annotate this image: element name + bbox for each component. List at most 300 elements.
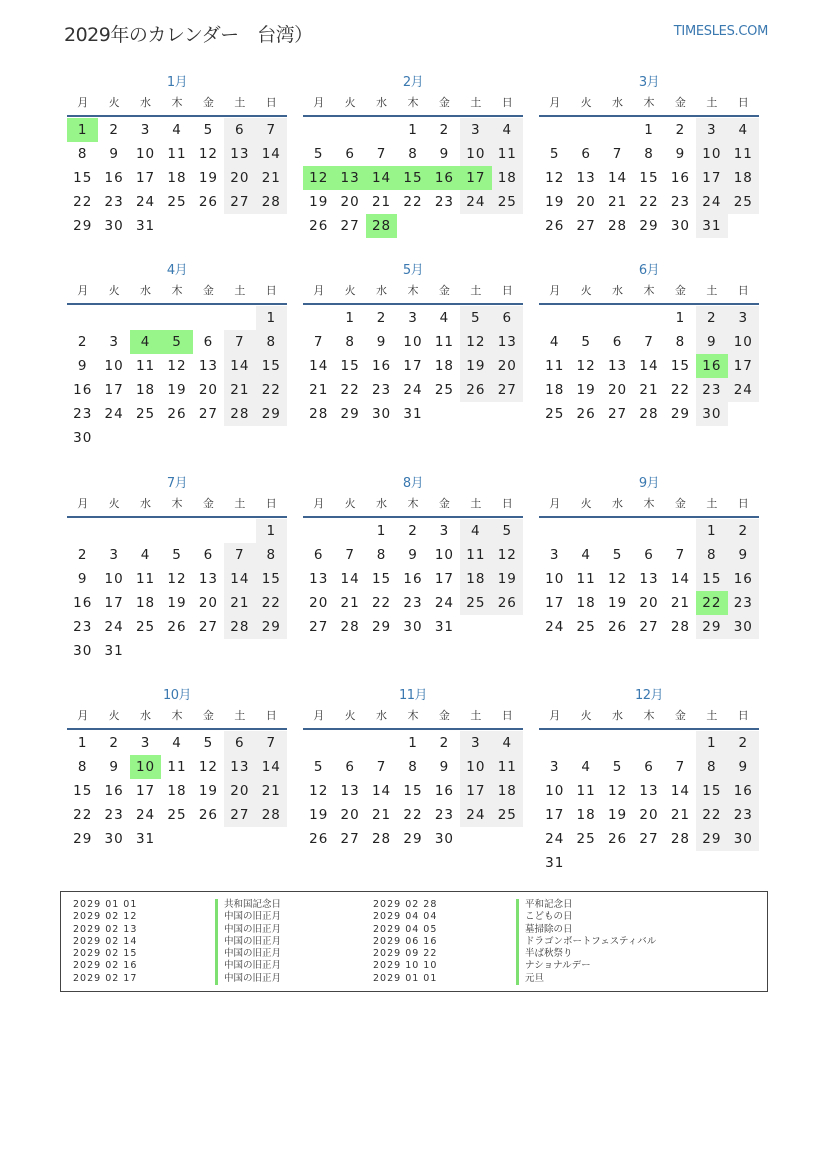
day-cell[interactable]: 8 (696, 755, 727, 779)
day-cell[interactable]: 12 (309, 783, 329, 799)
day-cell[interactable]: 21 (639, 382, 659, 398)
day-cell[interactable]: 8 (376, 547, 387, 563)
day-cell[interactable]: 6 (203, 547, 214, 563)
day-cell[interactable]: 4 (728, 118, 759, 142)
day-cell[interactable]: 15 (256, 354, 287, 378)
day-cell[interactable]: 21 (607, 194, 628, 210)
day-cell[interactable]: 17 (434, 571, 455, 587)
day-cell[interactable]: 15 (256, 567, 287, 591)
day-cell[interactable]: 18 (167, 170, 187, 186)
day-cell[interactable]: 11 (167, 146, 187, 162)
day-cell[interactable]: 29 (256, 615, 287, 639)
day-cell[interactable]: 3 (549, 547, 560, 563)
day-cell[interactable]: 16 (73, 382, 93, 398)
day-cell[interactable]: 19 (607, 807, 628, 823)
day-cell[interactable]: 15 (340, 358, 360, 374)
day-cell[interactable]: 20 (340, 194, 360, 210)
day-cell[interactable]: 25 (167, 194, 187, 210)
day-cell[interactable]: 26 (309, 218, 329, 234)
day-cell[interactable]: 14 (670, 571, 691, 587)
day-cell[interactable]: 17 (728, 354, 759, 378)
day-cell[interactable]: 6 (492, 306, 523, 330)
day-cell[interactable]: 13 (198, 358, 219, 374)
day-cell[interactable]: 10 (696, 142, 727, 166)
day-cell[interactable]: 13 (224, 142, 255, 166)
day-cell[interactable]: 9 (439, 146, 450, 162)
day-cell[interactable]: 3 (728, 306, 759, 330)
day-cell[interactable]: 22 (73, 194, 93, 210)
day-cell[interactable]: 9 (376, 334, 387, 350)
day-cell[interactable]: 4 (492, 118, 523, 142)
day-cell[interactable]: 3 (460, 118, 491, 142)
day-cell[interactable]: 2 (408, 523, 418, 539)
day-cell[interactable]: 27 (639, 831, 659, 847)
day-cell[interactable]: 24 (135, 807, 156, 823)
day-cell[interactable]: 14 (639, 358, 659, 374)
day-cell[interactable]: 10 (135, 146, 156, 162)
day-cell[interactable]: 5 (549, 146, 560, 162)
day-cell[interactable]: 27 (576, 218, 596, 234)
day-cell[interactable]: 23 (104, 194, 124, 210)
day-cell[interactable]: 18 (576, 595, 596, 611)
day-cell[interactable]: 23 (403, 595, 423, 611)
day-cell[interactable]: 4 (581, 759, 591, 775)
day-cell[interactable]: 15 (73, 170, 93, 186)
day-cell[interactable]: 4 (549, 334, 560, 350)
day-cell[interactable]: 26 (607, 831, 628, 847)
day-cell[interactable]: 21 (371, 194, 392, 210)
day-cell[interactable]: 21 (256, 779, 287, 803)
day-cell[interactable]: 10 (104, 358, 124, 374)
day-cell[interactable]: 10 (460, 755, 491, 779)
day-cell[interactable]: 11 (460, 543, 491, 567)
day-cell[interactable]: 2 (696, 306, 727, 330)
day-cell[interactable]: 5 (581, 334, 591, 350)
day-cell[interactable]: 21 (340, 595, 360, 611)
day-cell[interactable]: 8 (408, 146, 418, 162)
day-cell[interactable]: 6 (345, 759, 355, 775)
day-cell[interactable]: 5 (203, 735, 214, 751)
day-cell[interactable]: 31 (696, 214, 727, 238)
day-cell[interactable]: 6 (224, 731, 255, 755)
day-cell[interactable]: 28 (670, 831, 691, 847)
day-cell[interactable]: 5 (460, 306, 491, 330)
day-cell[interactable]: 2 (77, 334, 88, 350)
day-cell[interactable]: 7 (675, 547, 686, 563)
day-cell[interactable]: 24 (104, 406, 124, 422)
day-cell[interactable]: 21 (670, 595, 691, 611)
day-cell[interactable]: 23 (434, 807, 455, 823)
day-cell[interactable]: 17 (460, 779, 491, 803)
day-cell[interactable]: 31 (434, 619, 455, 635)
day-cell[interactable]: 20 (198, 382, 219, 398)
day-cell[interactable]: 27 (224, 190, 255, 214)
day-cell[interactable]: 7 (675, 759, 686, 775)
day-cell[interactable]: 24 (403, 382, 423, 398)
day-cell[interactable]: 17 (545, 807, 565, 823)
day-cell[interactable]: 23 (728, 803, 759, 827)
day-cell[interactable]: 11 (492, 142, 523, 166)
day-cell[interactable]: 19 (167, 595, 187, 611)
day-cell[interactable]: 24 (104, 619, 124, 635)
day-cell[interactable]: 22 (256, 378, 287, 402)
day-cell[interactable]: 26 (167, 619, 187, 635)
day-cell[interactable]: 5 (612, 759, 623, 775)
day-cell[interactable]: 28 (309, 406, 329, 422)
day-cell[interactable]: 14 (256, 755, 287, 779)
day-cell[interactable]: 15 (73, 783, 93, 799)
day-cell[interactable]: 3 (109, 334, 119, 350)
day-cell[interactable]: 10 (545, 783, 565, 799)
day-cell[interactable]: 1 (696, 519, 727, 543)
day-cell[interactable]: 8 (256, 543, 287, 567)
day-cell[interactable]: 12 (460, 330, 491, 354)
day-cell[interactable]: 9 (728, 543, 759, 567)
day-cell[interactable]: 18 (434, 358, 455, 374)
day-cell[interactable]: 7 (345, 547, 355, 563)
day-cell[interactable]: 30 (73, 430, 93, 446)
day-cell[interactable]: 2 (376, 310, 387, 326)
day-cell[interactable]: 13 (309, 571, 329, 587)
day-cell[interactable]: 19 (607, 595, 628, 611)
holiday-day-cell[interactable]: 15 (397, 166, 428, 190)
holiday-day-cell[interactable]: 22 (696, 591, 727, 615)
day-cell[interactable]: 26 (545, 218, 565, 234)
day-cell[interactable]: 9 (109, 146, 119, 162)
day-cell[interactable]: 21 (256, 166, 287, 190)
day-cell[interactable]: 1 (644, 122, 654, 138)
day-cell[interactable]: 4 (172, 122, 182, 138)
day-cell[interactable]: 5 (313, 146, 324, 162)
day-cell[interactable]: 3 (140, 735, 151, 751)
day-cell[interactable]: 28 (639, 406, 659, 422)
day-cell[interactable]: 1 (408, 122, 418, 138)
day-cell[interactable]: 28 (224, 615, 255, 639)
holiday-day-cell[interactable]: 16 (429, 166, 460, 190)
day-cell[interactable]: 2 (439, 735, 450, 751)
day-cell[interactable]: 18 (135, 382, 156, 398)
holiday-day-cell[interactable]: 1 (67, 118, 98, 142)
day-cell[interactable]: 12 (167, 571, 187, 587)
day-cell[interactable]: 18 (167, 783, 187, 799)
day-cell[interactable]: 28 (670, 619, 691, 635)
day-cell[interactable]: 4 (581, 547, 591, 563)
day-cell[interactable]: 3 (439, 523, 450, 539)
day-cell[interactable]: 31 (135, 218, 156, 234)
day-cell[interactable]: 30 (371, 406, 392, 422)
day-cell[interactable]: 29 (696, 827, 727, 851)
day-cell[interactable]: 26 (309, 831, 329, 847)
day-cell[interactable]: 7 (313, 334, 324, 350)
day-cell[interactable]: 27 (340, 218, 360, 234)
day-cell[interactable]: 26 (576, 406, 596, 422)
day-cell[interactable]: 19 (198, 170, 219, 186)
day-cell[interactable]: 14 (371, 783, 392, 799)
day-cell[interactable]: 12 (198, 759, 219, 775)
day-cell[interactable]: 25 (576, 619, 596, 635)
day-cell[interactable]: 10 (104, 571, 124, 587)
day-cell[interactable]: 15 (403, 783, 423, 799)
day-cell[interactable]: 31 (135, 831, 156, 847)
day-cell[interactable]: 11 (545, 358, 565, 374)
day-cell[interactable]: 25 (434, 382, 455, 398)
day-cell[interactable]: 13 (639, 571, 659, 587)
day-cell[interactable]: 2 (439, 122, 450, 138)
day-cell[interactable]: 25 (545, 406, 565, 422)
day-cell[interactable]: 6 (224, 118, 255, 142)
day-cell[interactable]: 15 (696, 567, 727, 591)
day-cell[interactable]: 27 (309, 619, 329, 635)
day-cell[interactable]: 25 (460, 591, 491, 615)
day-cell[interactable]: 23 (73, 406, 93, 422)
day-cell[interactable]: 27 (198, 619, 219, 635)
day-cell[interactable]: 7 (376, 146, 387, 162)
day-cell[interactable]: 18 (492, 166, 523, 190)
holiday-day-cell[interactable]: 5 (161, 330, 192, 354)
day-cell[interactable]: 13 (224, 755, 255, 779)
day-cell[interactable]: 29 (73, 218, 93, 234)
day-cell[interactable]: 8 (696, 543, 727, 567)
day-cell[interactable]: 28 (607, 218, 628, 234)
day-cell[interactable]: 11 (728, 142, 759, 166)
day-cell[interactable]: 17 (135, 170, 156, 186)
day-cell[interactable]: 5 (172, 547, 182, 563)
holiday-day-cell[interactable]: 10 (130, 755, 161, 779)
day-cell[interactable]: 30 (696, 402, 727, 426)
day-cell[interactable]: 6 (313, 547, 324, 563)
day-cell[interactable]: 28 (256, 803, 287, 827)
day-cell[interactable]: 31 (104, 643, 124, 659)
day-cell[interactable]: 12 (492, 543, 523, 567)
holiday-day-cell[interactable]: 17 (460, 166, 491, 190)
day-cell[interactable]: 29 (340, 406, 360, 422)
day-cell[interactable]: 9 (77, 571, 88, 587)
day-cell[interactable]: 27 (224, 803, 255, 827)
day-cell[interactable]: 24 (135, 194, 156, 210)
day-cell[interactable]: 30 (728, 827, 759, 851)
day-cell[interactable]: 16 (73, 595, 93, 611)
day-cell[interactable]: 8 (345, 334, 355, 350)
day-cell[interactable]: 15 (696, 779, 727, 803)
day-cell[interactable]: 1 (696, 731, 727, 755)
day-cell[interactable]: 31 (403, 406, 423, 422)
day-cell[interactable]: 20 (224, 779, 255, 803)
day-cell[interactable]: 18 (460, 567, 491, 591)
day-cell[interactable]: 22 (340, 382, 360, 398)
day-cell[interactable]: 3 (549, 759, 560, 775)
holiday-day-cell[interactable]: 13 (334, 166, 365, 190)
day-cell[interactable]: 9 (408, 547, 418, 563)
day-cell[interactable]: 22 (73, 807, 93, 823)
day-cell[interactable]: 16 (104, 783, 124, 799)
day-cell[interactable]: 17 (135, 783, 156, 799)
day-cell[interactable]: 5 (313, 759, 324, 775)
day-cell[interactable]: 24 (728, 378, 759, 402)
day-cell[interactable]: 16 (104, 170, 124, 186)
day-cell[interactable]: 2 (675, 122, 686, 138)
day-cell[interactable]: 7 (256, 118, 287, 142)
day-cell[interactable]: 13 (492, 330, 523, 354)
day-cell[interactable]: 20 (340, 807, 360, 823)
day-cell[interactable]: 23 (104, 807, 124, 823)
day-cell[interactable]: 14 (256, 142, 287, 166)
holiday-day-cell[interactable]: 28 (366, 214, 397, 238)
day-cell[interactable]: 19 (460, 354, 491, 378)
day-cell[interactable]: 7 (224, 543, 255, 567)
day-cell[interactable]: 3 (460, 731, 491, 755)
day-cell[interactable]: 19 (492, 567, 523, 591)
day-cell[interactable]: 30 (670, 218, 691, 234)
day-cell[interactable]: 28 (371, 831, 392, 847)
day-cell[interactable]: 29 (670, 406, 691, 422)
day-cell[interactable]: 18 (728, 166, 759, 190)
day-cell[interactable]: 6 (203, 334, 214, 350)
day-cell[interactable]: 23 (73, 619, 93, 635)
day-cell[interactable]: 11 (576, 783, 596, 799)
day-cell[interactable]: 2 (77, 547, 88, 563)
day-cell[interactable]: 10 (460, 142, 491, 166)
day-cell[interactable]: 24 (545, 831, 565, 847)
day-cell[interactable]: 12 (198, 146, 219, 162)
day-cell[interactable]: 2 (109, 735, 119, 751)
day-cell[interactable]: 23 (434, 194, 455, 210)
day-cell[interactable]: 11 (167, 759, 187, 775)
day-cell[interactable]: 17 (104, 382, 124, 398)
day-cell[interactable]: 13 (639, 783, 659, 799)
day-cell[interactable]: 19 (545, 194, 565, 210)
day-cell[interactable]: 26 (198, 194, 219, 210)
day-cell[interactable]: 23 (670, 194, 691, 210)
day-cell[interactable]: 1 (675, 310, 686, 326)
day-cell[interactable]: 9 (439, 759, 450, 775)
day-cell[interactable]: 30 (73, 643, 93, 659)
day-cell[interactable]: 30 (403, 619, 423, 635)
day-cell[interactable]: 13 (576, 170, 596, 186)
day-cell[interactable]: 24 (460, 190, 491, 214)
day-cell[interactable]: 10 (728, 330, 759, 354)
day-cell[interactable]: 24 (696, 190, 727, 214)
day-cell[interactable]: 16 (728, 567, 759, 591)
day-cell[interactable]: 5 (203, 122, 214, 138)
day-cell[interactable]: 6 (345, 146, 355, 162)
day-cell[interactable]: 29 (73, 831, 93, 847)
day-cell[interactable]: 26 (460, 378, 491, 402)
day-cell[interactable]: 8 (256, 330, 287, 354)
day-cell[interactable]: 9 (728, 755, 759, 779)
day-cell[interactable]: 9 (696, 330, 727, 354)
day-cell[interactable]: 2 (728, 731, 759, 755)
day-cell[interactable]: 30 (104, 218, 124, 234)
day-cell[interactable]: 16 (670, 170, 691, 186)
day-cell[interactable]: 14 (224, 567, 255, 591)
day-cell[interactable]: 24 (460, 803, 491, 827)
day-cell[interactable]: 21 (224, 378, 255, 402)
day-cell[interactable]: 21 (224, 591, 255, 615)
day-cell[interactable]: 4 (492, 731, 523, 755)
holiday-day-cell[interactable]: 4 (130, 330, 161, 354)
day-cell[interactable]: 17 (403, 358, 423, 374)
day-cell[interactable]: 31 (545, 855, 565, 871)
day-cell[interactable]: 14 (309, 358, 329, 374)
day-cell[interactable]: 25 (492, 190, 523, 214)
day-cell[interactable]: 26 (607, 619, 628, 635)
day-cell[interactable]: 29 (403, 831, 423, 847)
day-cell[interactable]: 22 (696, 803, 727, 827)
day-cell[interactable]: 21 (371, 807, 392, 823)
day-cell[interactable]: 24 (434, 595, 455, 611)
day-cell[interactable]: 20 (576, 194, 596, 210)
day-cell[interactable]: 21 (670, 807, 691, 823)
day-cell[interactable]: 26 (198, 807, 219, 823)
day-cell[interactable]: 29 (639, 218, 659, 234)
day-cell[interactable]: 3 (109, 547, 119, 563)
day-cell[interactable]: 15 (371, 571, 392, 587)
day-cell[interactable]: 26 (167, 406, 187, 422)
day-cell[interactable]: 21 (309, 382, 329, 398)
day-cell[interactable]: 23 (371, 382, 392, 398)
day-cell[interactable]: 8 (675, 334, 686, 350)
day-cell[interactable]: 20 (492, 354, 523, 378)
day-cell[interactable]: 4 (460, 519, 491, 543)
day-cell[interactable]: 29 (371, 619, 392, 635)
day-cell[interactable]: 28 (256, 190, 287, 214)
day-cell[interactable]: 18 (576, 807, 596, 823)
holiday-day-cell[interactable]: 12 (303, 166, 334, 190)
day-cell[interactable]: 22 (670, 382, 691, 398)
day-cell[interactable]: 6 (612, 334, 623, 350)
day-cell[interactable]: 18 (135, 595, 156, 611)
day-cell[interactable]: 29 (696, 615, 727, 639)
day-cell[interactable]: 15 (639, 170, 659, 186)
day-cell[interactable]: 11 (434, 334, 455, 350)
day-cell[interactable]: 15 (670, 358, 691, 374)
day-cell[interactable]: 5 (492, 519, 523, 543)
holiday-day-cell[interactable]: 16 (696, 354, 727, 378)
day-cell[interactable]: 25 (135, 406, 156, 422)
day-cell[interactable]: 16 (728, 779, 759, 803)
day-cell[interactable]: 22 (403, 194, 423, 210)
day-cell[interactable]: 9 (109, 759, 119, 775)
day-cell[interactable]: 22 (371, 595, 392, 611)
day-cell[interactable]: 12 (607, 571, 628, 587)
day-cell[interactable]: 14 (340, 571, 360, 587)
day-cell[interactable]: 27 (607, 406, 628, 422)
day-cell[interactable]: 1 (256, 306, 287, 330)
day-cell[interactable]: 5 (612, 547, 623, 563)
day-cell[interactable]: 25 (492, 803, 523, 827)
day-cell[interactable]: 2 (109, 122, 119, 138)
day-cell[interactable]: 1 (77, 735, 88, 751)
day-cell[interactable]: 8 (644, 146, 654, 162)
day-cell[interactable]: 20 (607, 382, 628, 398)
day-cell[interactable]: 18 (545, 382, 565, 398)
day-cell[interactable]: 18 (492, 779, 523, 803)
day-cell[interactable]: 13 (340, 783, 360, 799)
day-cell[interactable]: 22 (639, 194, 659, 210)
day-cell[interactable]: 10 (434, 547, 455, 563)
holiday-day-cell[interactable]: 14 (366, 166, 397, 190)
day-cell[interactable]: 27 (340, 831, 360, 847)
day-cell[interactable]: 7 (644, 334, 654, 350)
day-cell[interactable]: 17 (545, 595, 565, 611)
day-cell[interactable]: 22 (256, 591, 287, 615)
day-cell[interactable]: 8 (408, 759, 418, 775)
day-cell[interactable]: 19 (198, 783, 219, 799)
day-cell[interactable]: 7 (376, 759, 387, 775)
day-cell[interactable]: 4 (140, 547, 151, 563)
day-cell[interactable]: 9 (675, 146, 686, 162)
day-cell[interactable]: 1 (376, 523, 387, 539)
